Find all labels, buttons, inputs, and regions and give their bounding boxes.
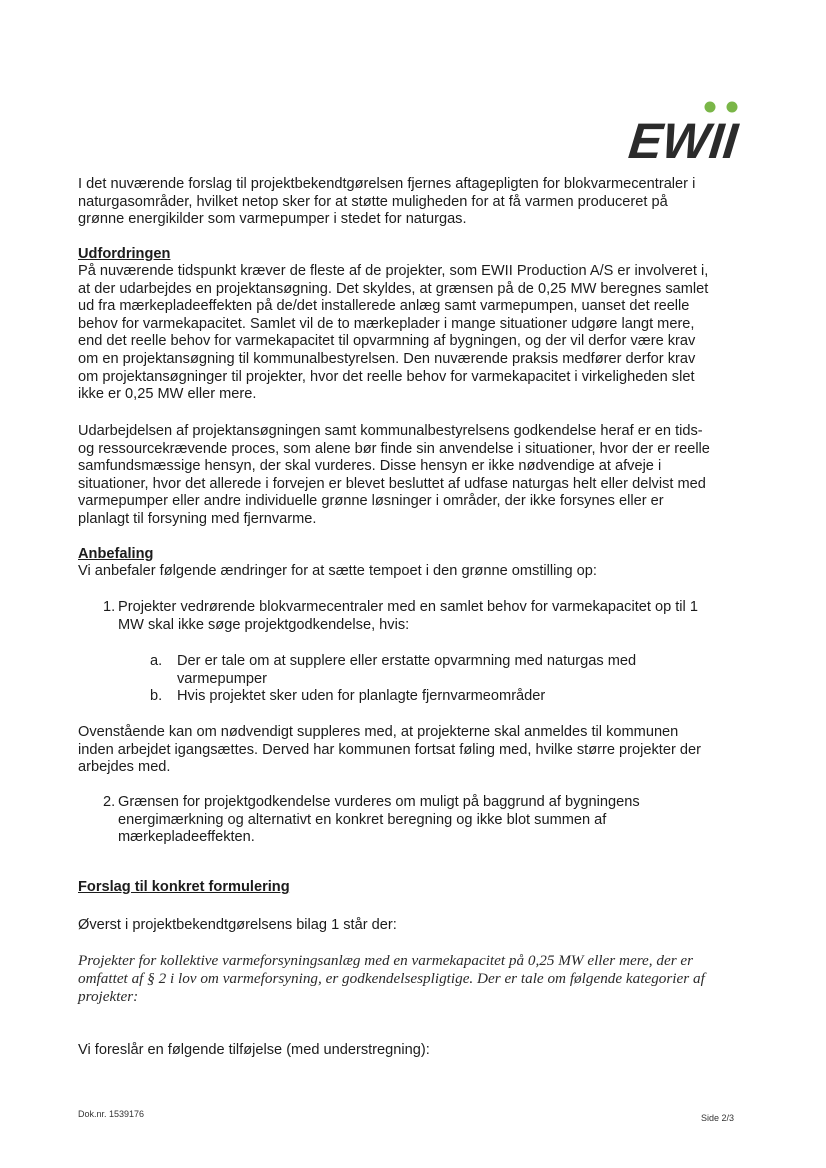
text-line: samfundsmæssige hensyn, der skal vurderes. Disse hensyn er ikke nødvendige at afveje i: [78, 458, 662, 475]
page-number: Side 2/3: [701, 1113, 735, 1123]
text-line: end det reelle behov for varmekapacitet til opvarmning af bygningen, og der vil derfor være krav: [78, 333, 696, 350]
text-line: Projekter vedrørende blokvarmecentraler med en samlet behov for varmekapacitet op til 1: [118, 599, 698, 615]
udarbejdelse-paragraph: [78, 423, 710, 529]
text-line: inden arbejdet igangsættes. Derved har kommunen fortsat føling med, hvilke større projekter der: [78, 741, 701, 758]
text-line: grønne energikilder som varmepumper i stedet for naturgas.: [78, 211, 467, 228]
text-line: Hvis projektet sker uden for planlagte fjernvarmeområder: [177, 688, 546, 704]
text-line: om projektansøgninger til projekter, hvor det reelle behov for varmekapacitet i virkeligheden slet: [78, 368, 695, 385]
list-item-2: [103, 794, 640, 847]
proposal-text: Vi foreslår en følgende tilføjelse (med understregning):: [78, 1042, 430, 1058]
text-line: Udarbejdelsen af projektansøgningen samt kommunalbestyrelsens godkendelse heraf er en tids-: [78, 423, 703, 439]
text-line: omfattet af § 2 i lov om varmeforsyning, er godkendelsespligtige. Der er tale om følgende kategorier af: [78, 970, 705, 987]
text-line: at der udarbejdes en projektansøgning. Det skyldes, at grænsen på de 0,25 MW beregnes samlet: [78, 280, 709, 297]
heading-forslag: Forslag til konkret formulering: [78, 879, 290, 895]
document-number: Dok.nr. 1539176: [78, 1109, 145, 1119]
text-line: På nuværende tidspunkt kræver de fleste af de projekter, som EWII Production A/S er involveret i,: [78, 263, 709, 279]
list-item-1: [103, 599, 698, 634]
svg-text:EWII: EWII: [626, 113, 741, 169]
list-item-b: [150, 688, 545, 706]
list-letter: a.: [150, 653, 163, 669]
text-line: Grænsen for projektgodkendelse vurderes om muligt på baggrund af bygningens: [118, 794, 640, 810]
heading-udfordringen: Udfordringen: [78, 246, 171, 262]
intro-paragraph: [78, 176, 695, 229]
anbefaling-intro: Vi anbefaler følgende ændringer for at sætte tempoet i den grønne omstilling op:: [78, 563, 597, 579]
text-line: behov for varmekapacitet. Samlet vil de to mærkeplader i mange situationer udgøre langt mere,: [78, 315, 695, 332]
text-line: Der er tale om at supplere eller erstatte opvarmning med naturgas med: [177, 653, 637, 669]
text-line: energimærkning og alternativt en konkret beregning og ikke blot summen af: [118, 811, 607, 828]
text-line: naturgasområder, hvilket netop sker for at støtte muligheden for at få varmen produceret på: [78, 193, 668, 210]
quoted-regulation: [78, 952, 705, 1006]
text-line: arbejdes med.: [78, 759, 171, 776]
list-number: 2.: [103, 794, 116, 810]
text-line: MW skal ikke søge projektgodkendelse, hvis:: [118, 616, 410, 633]
text-line: ud fra mærkepladeeffekten på de/det installerede anlæg samt varmepumpen, uanset det reelle: [78, 298, 690, 315]
note-paragraph: [78, 724, 701, 777]
text-line: I det nuværende forslag til projektbekendtgørelsen fjernes aftagepligten for blokvarmecentraler i: [78, 176, 696, 192]
list-number: 1.: [103, 599, 116, 615]
text-line: ikke er 0,25 MW eller mere.: [78, 386, 257, 403]
list-letter: b.: [150, 688, 163, 704]
text-line: mærkepladeeffekten.: [118, 829, 255, 846]
text-line: situationer, hvor det allerede i forvejen er blevet besluttet af udfase naturgas helt eller delvist med: [78, 475, 706, 492]
list-item-a: [150, 653, 636, 688]
text-line: planlagt til forsyning med fjernvarme.: [78, 510, 317, 527]
text-line: projekter:: [78, 988, 139, 1005]
text-line: og ressourcekrævende proces, som alene bør finde sin anvendelse i situationer, hvor der er reelle: [78, 440, 710, 457]
ewii-logo: [626, 96, 750, 169]
forslag-intro: Øverst i projektbekendtgørelsens bilag 1 står der:: [78, 917, 397, 933]
text-line: Ovenstående kan om nødvendigt suppleres med, at projekterne skal anmeldes til kommunen: [78, 724, 679, 740]
udfordringen-paragraph: [78, 263, 708, 404]
text-line: varmepumper: [177, 670, 268, 687]
heading-anbefaling: Anbefaling: [78, 546, 154, 562]
text-line: Projekter for kollektive varmeforsyningsanlæg med en varmekapacitet på 0,25 MW eller mere, der er: [78, 952, 694, 969]
text-line: varmepumper eller andre individuelle grønne løsninger i områder, der ikke forsynes eller er: [78, 493, 664, 510]
text-line: om en projektansøgning til kommunalbestyrelsen. Den nuværende praksis medfører derfor krav: [78, 350, 696, 367]
